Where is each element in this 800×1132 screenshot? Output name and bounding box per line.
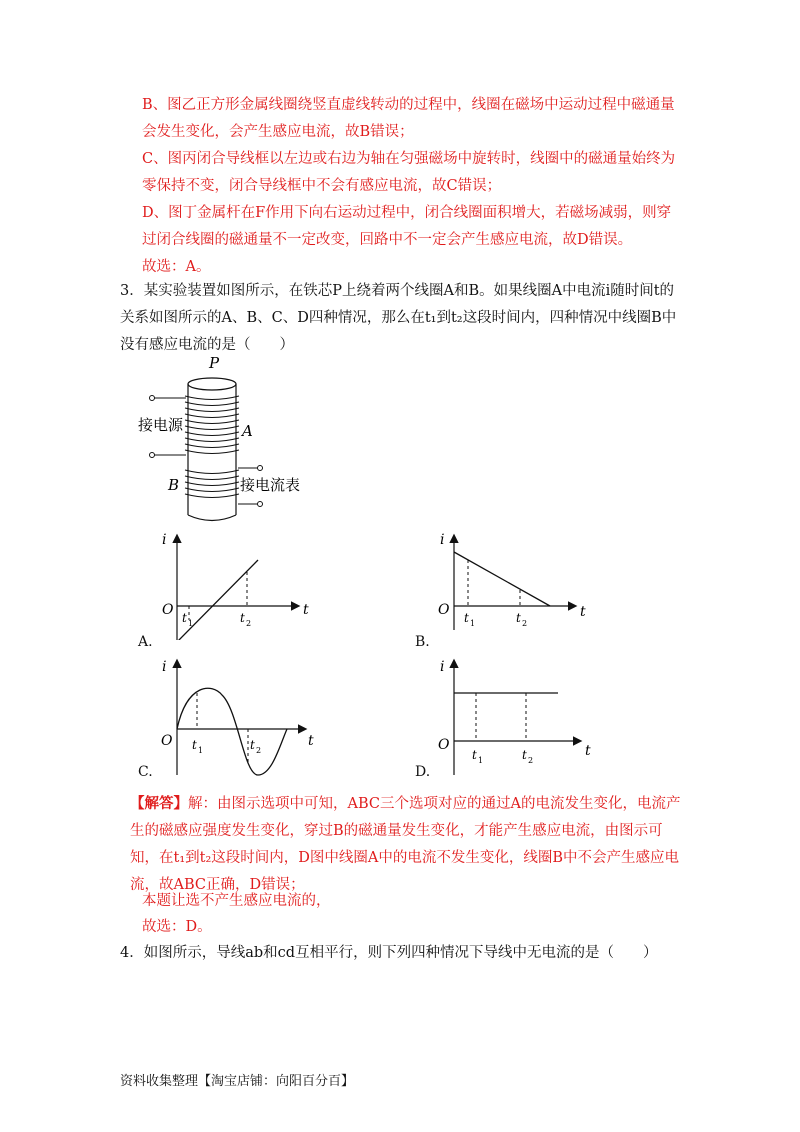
graph-a-t1-sub: 1	[188, 619, 194, 628]
option-c-label: C.	[138, 764, 153, 780]
question-3-number: 3．	[120, 283, 144, 299]
option-d-label: D.	[415, 764, 431, 780]
answer-note: 本题让选不产生感应电流的，	[142, 893, 331, 909]
graph-c-t-label: t	[308, 733, 314, 749]
graph-b-t1: t	[464, 611, 469, 625]
question-4	[120, 940, 685, 967]
graph-b-t1-sub: 1	[470, 619, 476, 628]
graph-b-t2: t	[516, 611, 521, 625]
graph-c-t1: t	[192, 738, 197, 752]
coil-device-figure	[130, 350, 330, 530]
answer-text: 解：由图示选项中可知，ABC三个选项对应的通过A的电流发生变化，电流产生的磁感应强度发生变化，穿过B的磁通量发生变化，才能产生感应电流，由图示可知，在t₁到t₂这段时间内，D图中线圈A中的电流不发生变化，线圈B中不会产生感应电流，故ABC正确，D错误；	[130, 796, 681, 893]
explanation-d: D、图丁金属杆在F作用下向右运动过程中，闭合线圈面积增大，若磁场减弱，则穿过闭合线圈的磁通量不一定改变，回路中不一定会产生感应电流，故D错误。	[142, 205, 672, 248]
coil-b	[185, 470, 239, 498]
question-3-text: 某实验装置如图所示，在铁芯P上绕着两个线圈A和B。如果线圈A中电流i随时间t的关系如图所示的A、B、C、D四种情况，那么在t₁到t₂这段时间内，四种情况中线圈B中没有感应电流的是（ ）	[120, 283, 677, 353]
coil-a-label: A	[242, 422, 253, 440]
graph-a-t2: t	[240, 611, 245, 625]
graph-c-i-label: i	[162, 659, 167, 675]
graph-b-i-label: i	[440, 532, 445, 548]
graph-d-origin: O	[438, 737, 450, 753]
option-b-label: B.	[415, 634, 430, 650]
graph-d-t2: t	[522, 748, 527, 762]
source-label: 接电源	[138, 416, 184, 434]
explanation-c: C、图丙闭合导线框以左边或右边为轴在匀强磁场中旋转时，线圈中的磁通量始终为零保持不变，闭合导线框中不会有感应电流，故C错误；	[142, 151, 676, 194]
graph-d-i-label: i	[440, 659, 445, 675]
explanation-choice: 故选：A。	[142, 259, 211, 275]
answer-choice: 故选：D。	[142, 919, 212, 935]
graph-c-t2-sub: 2	[256, 746, 262, 755]
answer-tag: 【解答】	[130, 795, 188, 812]
meter-label: 接电流表	[240, 476, 301, 494]
graph-c	[150, 655, 325, 780]
graph-a-t1: t	[182, 611, 187, 625]
graph-d-t1: t	[472, 748, 477, 762]
graph-b-t2-sub: 2	[522, 619, 528, 628]
core-label: P	[209, 354, 220, 372]
question-4-number: 4．	[120, 945, 144, 961]
graph-a-t2-sub: 2	[246, 619, 252, 628]
graph-d-t-label: t	[585, 743, 591, 759]
graph-d-t2-sub: 2	[528, 756, 534, 765]
graph-c-t2: t	[250, 738, 255, 752]
graph-b	[430, 530, 600, 640]
explanation-b: B、图乙正方形金属线圈绕竖直虚线转动的过程中，线圈在磁场中运动过程中磁通量会发生变化，会产生感应电流，故B错误；	[142, 97, 675, 140]
option-a-label: A.	[138, 634, 153, 650]
graph-a-origin: O	[162, 602, 174, 618]
graph-c-origin: O	[161, 733, 173, 749]
answer-block	[130, 790, 685, 899]
page-footer: 资料收集整理【淘宝店铺：向阳百分百】	[120, 1074, 355, 1089]
graph-d	[430, 655, 605, 780]
graph-a-i-label: i	[162, 532, 167, 548]
coil-a	[185, 396, 239, 454]
graph-d-t1-sub: 1	[478, 756, 484, 765]
graph-c-t1-sub: 1	[198, 746, 204, 755]
graph-a	[150, 530, 320, 640]
question-3	[120, 278, 685, 359]
graph-b-origin: O	[438, 602, 450, 618]
graph-b-t-label: t	[580, 604, 586, 620]
graph-a-t-label: t	[303, 602, 309, 618]
coil-b-label: B	[168, 476, 180, 494]
question-4-text: 如图所示，导线ab和cd互相平行，则下列四种情况下导线中无电流的是（ ）	[143, 945, 658, 961]
